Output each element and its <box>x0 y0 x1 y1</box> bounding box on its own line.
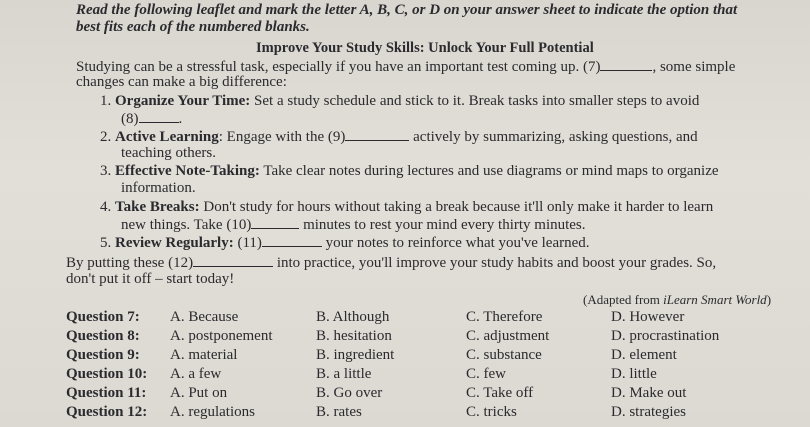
question-row-9 <box>66 346 140 364</box>
item-2-text-b: actively by summarizing, asking questions, and <box>409 129 698 145</box>
option-a[interactable]: A. regulations <box>170 404 255 420</box>
item-4-text-a: new things. Take (10) <box>121 217 252 233</box>
blank-12 <box>193 254 273 267</box>
item-1-text: Set a study schedule and stick to it. Break tasks into smaller steps to avoid <box>250 93 700 109</box>
question-label: Question 9: <box>66 347 140 363</box>
credit-prefix: (Adapted from <box>583 292 664 307</box>
option-b[interactable]: B. a little <box>316 366 372 382</box>
item-5-heading: Review Regularly: <box>115 235 234 251</box>
item-1-line-2 <box>121 110 182 128</box>
closing-line-2: don't put it off – start today! <box>66 271 235 287</box>
item-3-number: 3. <box>100 163 112 179</box>
item-2-heading: Active Learning <box>115 129 219 145</box>
intro-text-b: , some simple <box>652 59 736 75</box>
item-2-line-2: teaching others. <box>121 145 216 161</box>
credit-source: iLearn Smart World <box>663 292 767 307</box>
item-5-number: 5. <box>100 235 112 251</box>
question-row-12 <box>66 403 147 421</box>
option-c[interactable]: C. substance <box>466 347 542 363</box>
option-c[interactable]: C. adjustment <box>466 328 550 344</box>
option-b[interactable]: B. Although <box>316 309 390 325</box>
question-label: Question 10: <box>66 366 148 382</box>
question-row-11 <box>66 384 146 402</box>
question-row-7 <box>66 308 140 326</box>
instruction-line-2: best fits each of the numbered blanks. <box>76 19 310 35</box>
option-a[interactable]: A. a few <box>170 366 222 382</box>
leaflet-title: Improve Your Study Skills: Unlock Your Full Potential <box>256 40 594 56</box>
question-label: Question 7: <box>66 309 140 325</box>
intro-text-a: Studying can be a stressful task, especially if you have an important test coming up. (7) <box>76 59 601 75</box>
option-d[interactable]: D. little <box>611 366 657 382</box>
item-3-heading: Effective Note-Taking: <box>115 163 260 179</box>
blank-11 <box>262 234 322 247</box>
closing-text-a: By putting these (12) <box>66 255 194 271</box>
item-1-number: 1. <box>100 93 112 109</box>
option-d[interactable]: D. procrastination <box>611 328 720 344</box>
closing-text-b: into practice, you'll improve your study habits and boost your grades. So, <box>273 255 717 271</box>
option-b[interactable]: B. hesitation <box>316 328 392 344</box>
option-b[interactable]: B. Go over <box>316 385 383 401</box>
instruction-line-1: Read the following leaflet and mark the letter A, B, C, or D on your answer sheet to indicate the option that <box>76 2 738 18</box>
item-4-line-2 <box>121 216 586 234</box>
item-1-period: . <box>178 111 183 127</box>
blank-9 <box>345 128 409 141</box>
option-a[interactable]: A. postponement <box>170 328 273 344</box>
option-c[interactable]: C. Therefore <box>466 309 543 325</box>
option-d[interactable]: D. Make out <box>611 385 687 401</box>
option-a[interactable]: A. material <box>170 347 238 363</box>
item-5-text-b: your notes to reinforce what you've learned. <box>321 235 590 251</box>
option-c[interactable]: C. Take off <box>466 385 534 401</box>
option-a[interactable]: A. Because <box>170 309 239 325</box>
item-3-line-2: information. <box>121 180 196 196</box>
item-4-text-b: minutes to rest your mind every thirty minutes. <box>299 217 586 233</box>
closing-line-1 <box>66 254 716 272</box>
blank-7 <box>600 58 652 71</box>
item-4-text: Don't study for hours without taking a break because it'll only make it harder to learn <box>199 199 714 215</box>
question-row-10 <box>66 365 147 383</box>
option-d[interactable]: D. element <box>611 347 677 363</box>
option-c[interactable]: C. tricks <box>466 404 517 420</box>
item-2-text-a: : Engage with the (9) <box>218 129 346 145</box>
item-3-line-1 <box>100 163 719 180</box>
item-1-blank-label: (8) <box>121 111 139 127</box>
item-4-heading: Take Breaks: <box>115 199 200 215</box>
source-credit <box>583 291 771 308</box>
option-d[interactable]: D. strategies <box>611 404 686 420</box>
item-5-text-a: (11) <box>233 235 262 251</box>
intro-line-2: changes can make a big difference: <box>76 74 287 90</box>
item-1-line-1 <box>100 93 699 110</box>
option-d[interactable]: D. However <box>611 309 685 325</box>
option-b[interactable]: B. ingredient <box>316 347 395 363</box>
blank-10 <box>251 216 299 229</box>
item-4-line-1 <box>100 199 713 216</box>
option-c[interactable]: C. few <box>466 366 506 382</box>
question-label: Question 11: <box>66 385 147 401</box>
item-2-line-1 <box>100 128 698 146</box>
option-a[interactable]: A. Put on <box>170 385 228 401</box>
item-3-text: Take clear notes during lectures and use diagrams or mind maps to organize <box>259 163 719 179</box>
question-label: Question 12: <box>66 404 148 420</box>
question-row-8 <box>66 327 140 345</box>
option-b[interactable]: B. rates <box>316 404 362 420</box>
question-label: Question 8: <box>66 328 140 344</box>
blank-8 <box>139 110 179 123</box>
item-5-line-1 <box>100 234 590 252</box>
item-2-number: 2. <box>100 129 112 145</box>
credit-suffix: ) <box>766 292 772 307</box>
item-4-number: 4. <box>100 199 112 215</box>
item-1-heading: Organize Your Time: <box>115 93 251 109</box>
